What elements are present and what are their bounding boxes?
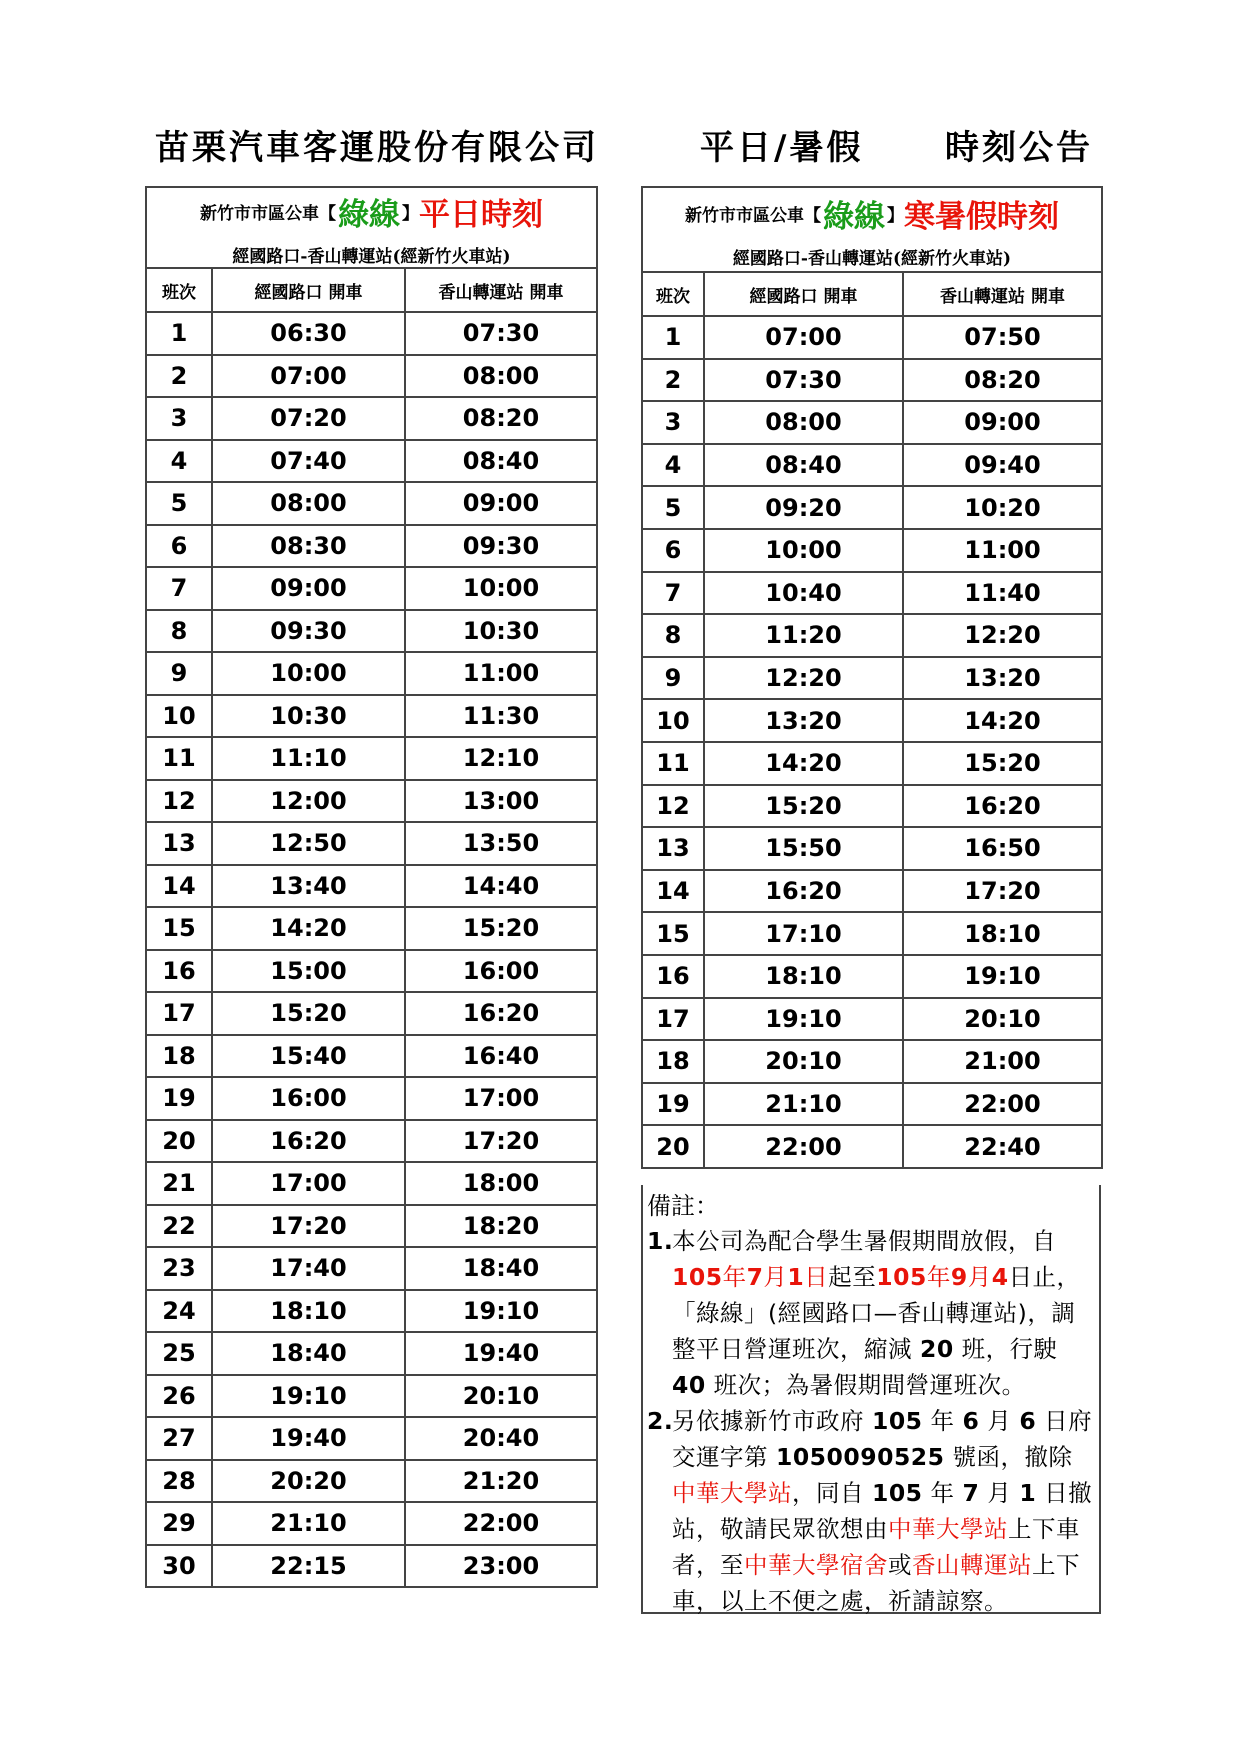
depart-jingguo: 06:30 <box>212 312 405 355</box>
trip-number: 2 <box>146 355 212 398</box>
weekday-title-suffix: 】 <box>402 203 419 224</box>
column-header-trip: 班次 <box>642 272 704 316</box>
trip-number: 9 <box>642 657 704 700</box>
depart-jingguo: 10:00 <box>704 529 903 572</box>
column-header-depart-a: 經國路口 開車 <box>704 272 903 316</box>
depart-xiangshan: 19:10 <box>405 1290 597 1333</box>
depart-jingguo: 16:00 <box>212 1077 405 1120</box>
depart-xiangshan: 18:10 <box>903 912 1102 955</box>
table-row <box>146 1290 597 1333</box>
trip-number: 8 <box>146 610 212 653</box>
note-text: 起至 <box>828 1263 877 1291</box>
depart-xiangshan: 11:00 <box>405 652 597 695</box>
note-text: 月 <box>979 1407 1020 1435</box>
depart-jingguo: 17:00 <box>212 1162 405 1205</box>
note-text: 年 <box>926 1263 951 1291</box>
trip-number: 13 <box>146 822 212 865</box>
note-text: 上下車者，至 <box>672 1515 1080 1579</box>
trip-number: 18 <box>146 1035 212 1078</box>
depart-xiangshan: 15:20 <box>405 907 597 950</box>
trip-number: 13 <box>642 827 704 870</box>
table-row <box>146 652 597 695</box>
depart-xiangshan: 16:50 <box>903 827 1102 870</box>
depart-jingguo: 08:00 <box>704 401 903 444</box>
depart-jingguo: 08:00 <box>212 482 405 525</box>
table-row <box>146 1375 597 1418</box>
depart-xiangshan: 22:40 <box>903 1125 1102 1168</box>
note-text: 1050090525 <box>775 1443 945 1471</box>
depart-jingguo: 07:00 <box>212 355 405 398</box>
note-text: 105 <box>876 1263 927 1291</box>
trip-number: 2 <box>642 359 704 402</box>
depart-jingguo: 20:10 <box>704 1040 903 1083</box>
table-row <box>642 316 1102 359</box>
weekday-title-prefix: 新竹市市區公車【 <box>200 203 336 224</box>
trip-number: 28 <box>146 1460 212 1503</box>
depart-jingguo: 18:10 <box>212 1290 405 1333</box>
table-row <box>642 486 1102 529</box>
holiday-title-suffix: 】 <box>887 205 904 226</box>
trip-number: 4 <box>642 444 704 487</box>
depart-xiangshan: 13:00 <box>405 780 597 823</box>
note-text: 中華大學站 <box>888 1515 1008 1543</box>
depart-xiangshan: 19:40 <box>405 1332 597 1375</box>
table-row <box>146 865 597 908</box>
table-row <box>146 950 597 993</box>
note-text: 或 <box>888 1551 912 1579</box>
note-text: ，同自 <box>792 1479 872 1507</box>
note-number: 2. <box>647 1407 674 1435</box>
depart-jingguo: 14:20 <box>212 907 405 950</box>
depart-jingguo: 08:30 <box>212 525 405 568</box>
note-text: 7 <box>746 1263 764 1291</box>
depart-xiangshan: 18:40 <box>405 1247 597 1290</box>
depart-xiangshan: 10:30 <box>405 610 597 653</box>
depart-jingguo: 12:50 <box>212 822 405 865</box>
table-row <box>642 699 1102 742</box>
note-text: 20 <box>919 1335 954 1363</box>
trip-number: 15 <box>146 907 212 950</box>
schedule-type-label: 平日/暑假 <box>700 128 864 168</box>
depart-xiangshan: 15:20 <box>903 742 1102 785</box>
note-text: 105 <box>871 1479 923 1507</box>
depart-xiangshan: 19:10 <box>903 955 1102 998</box>
column-header-trip: 班次 <box>146 268 212 312</box>
depart-xiangshan: 11:40 <box>903 572 1102 615</box>
holiday-title-prefix: 新竹市市區公車【 <box>685 205 821 226</box>
note-text: 日 <box>804 1263 829 1291</box>
table-row <box>146 567 597 610</box>
note-text: 6 <box>1019 1407 1037 1435</box>
depart-jingguo: 09:20 <box>704 486 903 529</box>
depart-jingguo: 17:10 <box>704 912 903 955</box>
weekday-line-name: 綠線 <box>338 196 400 233</box>
trip-number: 12 <box>642 785 704 828</box>
depart-jingguo: 16:20 <box>704 870 903 913</box>
depart-xiangshan: 09:00 <box>903 401 1102 444</box>
table-row <box>146 1417 597 1460</box>
trip-number: 25 <box>146 1332 212 1375</box>
trip-number: 20 <box>642 1125 704 1168</box>
table-row <box>146 1120 597 1163</box>
holiday-timetable <box>641 186 1103 1169</box>
depart-jingguo: 19:10 <box>212 1375 405 1418</box>
depart-jingguo: 15:20 <box>212 992 405 1035</box>
table-row <box>146 312 597 355</box>
depart-xiangshan: 08:40 <box>405 440 597 483</box>
depart-xiangshan: 14:40 <box>405 865 597 908</box>
page-header <box>0 120 1240 170</box>
depart-jingguo: 07:30 <box>704 359 903 402</box>
depart-xiangshan: 11:30 <box>405 695 597 738</box>
trip-number: 6 <box>642 529 704 572</box>
table-row <box>642 870 1102 913</box>
trip-number: 16 <box>642 955 704 998</box>
trip-number: 22 <box>146 1205 212 1248</box>
depart-jingguo: 07:20 <box>212 397 405 440</box>
depart-xiangshan: 07:30 <box>405 312 597 355</box>
trip-number: 5 <box>642 486 704 529</box>
trip-number: 19 <box>642 1083 704 1126</box>
table-row <box>146 482 597 525</box>
note-text: 本公司為配合學生暑假期間放假，自 <box>672 1227 1056 1255</box>
table-row <box>146 1332 597 1375</box>
trip-number: 14 <box>642 870 704 913</box>
trip-number: 14 <box>146 865 212 908</box>
depart-xiangshan: 13:20 <box>903 657 1102 700</box>
column-header-depart-b: 香山轉運站 開車 <box>405 268 597 312</box>
table-row <box>642 572 1102 615</box>
note-text: 號函，撤除 <box>944 1443 1073 1471</box>
note-text: 月 <box>979 1479 1020 1507</box>
table-row <box>642 1125 1102 1168</box>
table-row <box>146 610 597 653</box>
trip-number: 3 <box>146 397 212 440</box>
trip-number: 1 <box>642 316 704 359</box>
depart-jingguo: 13:20 <box>704 699 903 742</box>
trip-number: 10 <box>146 695 212 738</box>
table-row <box>642 614 1102 657</box>
depart-jingguo: 07:00 <box>704 316 903 359</box>
trip-number: 12 <box>146 780 212 823</box>
trip-number: 11 <box>642 742 704 785</box>
depart-jingguo: 12:20 <box>704 657 903 700</box>
table-row <box>146 907 597 950</box>
note-text: 年 <box>922 1407 963 1435</box>
table-row <box>642 742 1102 785</box>
weekday-timetable <box>145 186 598 1588</box>
table-row <box>642 401 1102 444</box>
table-row <box>146 1205 597 1248</box>
weekday-column-header <box>146 268 597 312</box>
note-text: 班，行駛 <box>953 1335 1058 1363</box>
depart-xiangshan: 17:20 <box>405 1120 597 1163</box>
depart-xiangshan: 18:00 <box>405 1162 597 1205</box>
depart-jingguo: 16:20 <box>212 1120 405 1163</box>
note-text: 105 <box>672 1263 723 1291</box>
depart-xiangshan: 22:00 <box>405 1502 597 1545</box>
depart-jingguo: 07:40 <box>212 440 405 483</box>
table-row <box>642 1040 1102 1083</box>
trip-number: 7 <box>642 572 704 615</box>
table-row <box>642 912 1102 955</box>
depart-xiangshan: 17:00 <box>405 1077 597 1120</box>
depart-xiangshan: 08:20 <box>405 397 597 440</box>
table-row <box>642 955 1102 998</box>
depart-xiangshan: 16:40 <box>405 1035 597 1078</box>
note-text: 日止，「綠線」(經國路口—香山轉運站)，調整平日營運班次，縮減 <box>672 1263 1081 1363</box>
trip-number: 26 <box>146 1375 212 1418</box>
note-text: 7 <box>962 1479 980 1507</box>
trip-number: 19 <box>146 1077 212 1120</box>
trip-number: 30 <box>146 1545 212 1588</box>
holiday-line-name: 綠線 <box>823 198 885 235</box>
depart-xiangshan: 18:20 <box>405 1205 597 1248</box>
trip-number: 7 <box>146 567 212 610</box>
depart-xiangshan: 12:20 <box>903 614 1102 657</box>
depart-xiangshan: 20:10 <box>903 998 1102 1041</box>
note-item <box>647 1223 1095 1403</box>
depart-jingguo: 12:00 <box>212 780 405 823</box>
notes-box <box>641 1185 1101 1614</box>
depart-jingguo: 21:10 <box>212 1502 405 1545</box>
note-text: 月 <box>763 1263 788 1291</box>
note-text: 1 <box>1019 1479 1037 1507</box>
table-row <box>642 785 1102 828</box>
depart-jingguo: 19:40 <box>212 1417 405 1460</box>
table-row <box>642 444 1102 487</box>
trip-number: 17 <box>642 998 704 1041</box>
table-row <box>146 525 597 568</box>
table-row <box>642 529 1102 572</box>
depart-jingguo: 15:50 <box>704 827 903 870</box>
table-row <box>146 440 597 483</box>
depart-jingguo: 15:00 <box>212 950 405 993</box>
depart-xiangshan: 10:00 <box>405 567 597 610</box>
note-number: 1. <box>647 1227 674 1255</box>
depart-xiangshan: 09:00 <box>405 482 597 525</box>
trip-number: 27 <box>146 1417 212 1460</box>
holiday-title <box>642 187 1102 272</box>
note-text: 4 <box>991 1263 1009 1291</box>
depart-jingguo: 11:20 <box>704 614 903 657</box>
trip-number: 1 <box>146 312 212 355</box>
depart-jingguo: 17:40 <box>212 1247 405 1290</box>
depart-jingguo: 17:20 <box>212 1205 405 1248</box>
note-text: 6 <box>962 1407 980 1435</box>
note-text: 日府交運字第 <box>672 1407 1093 1471</box>
trip-number: 29 <box>146 1502 212 1545</box>
note-text: 年 <box>922 1479 963 1507</box>
depart-jingguo: 13:40 <box>212 865 405 908</box>
note-text: 9 <box>950 1263 968 1291</box>
depart-xiangshan: 07:50 <box>903 316 1102 359</box>
depart-jingguo: 10:00 <box>212 652 405 695</box>
trip-number: 10 <box>642 699 704 742</box>
table-row <box>146 1460 597 1503</box>
depart-jingguo: 10:40 <box>704 572 903 615</box>
depart-jingguo: 21:10 <box>704 1083 903 1126</box>
depart-xiangshan: 11:00 <box>903 529 1102 572</box>
trip-number: 15 <box>642 912 704 955</box>
depart-xiangshan: 22:00 <box>903 1083 1102 1126</box>
table-row <box>146 822 597 865</box>
weekday-route: 經國路口-香山轉運站(經新竹火車站) <box>232 246 511 267</box>
table-row <box>642 998 1102 1041</box>
depart-xiangshan: 13:50 <box>405 822 597 865</box>
depart-xiangshan: 20:10 <box>405 1375 597 1418</box>
note-text: 香山轉運站 <box>912 1551 1032 1579</box>
trip-number: 20 <box>146 1120 212 1163</box>
depart-xiangshan: 21:00 <box>903 1040 1102 1083</box>
note-item <box>647 1403 1095 1619</box>
table-row <box>146 1035 597 1078</box>
note-text: 另依據新竹市政府 <box>672 1407 872 1435</box>
depart-xiangshan: 10:20 <box>903 486 1102 529</box>
notice-label: 時刻公告 <box>945 128 1093 168</box>
depart-jingguo: 22:15 <box>212 1545 405 1588</box>
trip-number: 5 <box>146 482 212 525</box>
trip-number: 18 <box>642 1040 704 1083</box>
note-text: 班次；為暑假期間營運班次。 <box>705 1371 1026 1399</box>
note-text: 日撤站，敬請民眾欲想由 <box>672 1479 1093 1543</box>
depart-xiangshan: 23:00 <box>405 1545 597 1588</box>
holiday-column-header <box>642 272 1102 316</box>
table-row <box>146 1545 597 1588</box>
table-row <box>642 1083 1102 1126</box>
weekday-title <box>146 187 597 268</box>
depart-jingguo: 11:10 <box>212 737 405 780</box>
table-row <box>146 780 597 823</box>
depart-xiangshan: 14:20 <box>903 699 1102 742</box>
depart-xiangshan: 08:00 <box>405 355 597 398</box>
notes-title: 備註： <box>647 1192 719 1220</box>
holiday-route: 經國路口-香山轉運站(經新竹火車站) <box>732 248 1012 269</box>
depart-jingguo: 09:30 <box>212 610 405 653</box>
note-text: 月 <box>967 1263 992 1291</box>
depart-jingguo: 10:30 <box>212 695 405 738</box>
depart-jingguo: 19:10 <box>704 998 903 1041</box>
table-row <box>642 359 1102 402</box>
table-row <box>146 355 597 398</box>
depart-jingguo: 15:20 <box>704 785 903 828</box>
depart-jingguo: 20:20 <box>212 1460 405 1503</box>
depart-xiangshan: 21:20 <box>405 1460 597 1503</box>
depart-jingguo: 14:20 <box>704 742 903 785</box>
note-text: 1 <box>787 1263 805 1291</box>
table-row <box>146 695 597 738</box>
note-text: 上下車，以上不便之處，祈請諒察。 <box>672 1551 1080 1615</box>
table-row <box>146 1162 597 1205</box>
table-row <box>642 657 1102 700</box>
trip-number: 23 <box>146 1247 212 1290</box>
column-header-depart-a: 經國路口 開車 <box>212 268 405 312</box>
table-row <box>146 1502 597 1545</box>
depart-jingguo: 18:10 <box>704 955 903 998</box>
depart-xiangshan: 09:30 <box>405 525 597 568</box>
depart-xiangshan: 16:00 <box>405 950 597 993</box>
table-row <box>146 1247 597 1290</box>
depart-xiangshan: 09:40 <box>903 444 1102 487</box>
note-text: 105 <box>871 1407 923 1435</box>
depart-xiangshan: 16:20 <box>903 785 1102 828</box>
depart-jingguo: 22:00 <box>704 1125 903 1168</box>
depart-xiangshan: 12:10 <box>405 737 597 780</box>
holiday-schedule-type: 寒暑假時刻 <box>904 198 1059 235</box>
trip-number: 8 <box>642 614 704 657</box>
depart-jingguo: 15:40 <box>212 1035 405 1078</box>
trip-number: 11 <box>146 737 212 780</box>
table-row <box>146 737 597 780</box>
trip-number: 16 <box>146 950 212 993</box>
table-row <box>146 397 597 440</box>
trip-number: 4 <box>146 440 212 483</box>
trip-number: 9 <box>146 652 212 695</box>
note-text: 年 <box>722 1263 747 1291</box>
depart-xiangshan: 20:40 <box>405 1417 597 1460</box>
column-header-depart-b: 香山轉運站 開車 <box>903 272 1102 316</box>
trip-number: 21 <box>146 1162 212 1205</box>
table-row <box>146 1077 597 1120</box>
depart-xiangshan: 17:20 <box>903 870 1102 913</box>
depart-xiangshan: 08:20 <box>903 359 1102 402</box>
note-text: 40 <box>672 1371 706 1399</box>
company-name: 苗栗汽車客運股份有限公司 <box>155 128 599 168</box>
trip-number: 24 <box>146 1290 212 1333</box>
depart-jingguo: 08:40 <box>704 444 903 487</box>
depart-jingguo: 09:00 <box>212 567 405 610</box>
trip-number: 6 <box>146 525 212 568</box>
table-row <box>642 827 1102 870</box>
trip-number: 3 <box>642 401 704 444</box>
weekday-schedule-type: 平日時刻 <box>419 196 543 233</box>
trip-number: 17 <box>146 992 212 1035</box>
note-text: 中華大學宿舍 <box>744 1551 888 1579</box>
table-row <box>146 992 597 1035</box>
note-text: 中華大學站 <box>672 1479 792 1507</box>
depart-xiangshan: 16:20 <box>405 992 597 1035</box>
depart-jingguo: 18:40 <box>212 1332 405 1375</box>
notes-list <box>647 1223 1095 1619</box>
